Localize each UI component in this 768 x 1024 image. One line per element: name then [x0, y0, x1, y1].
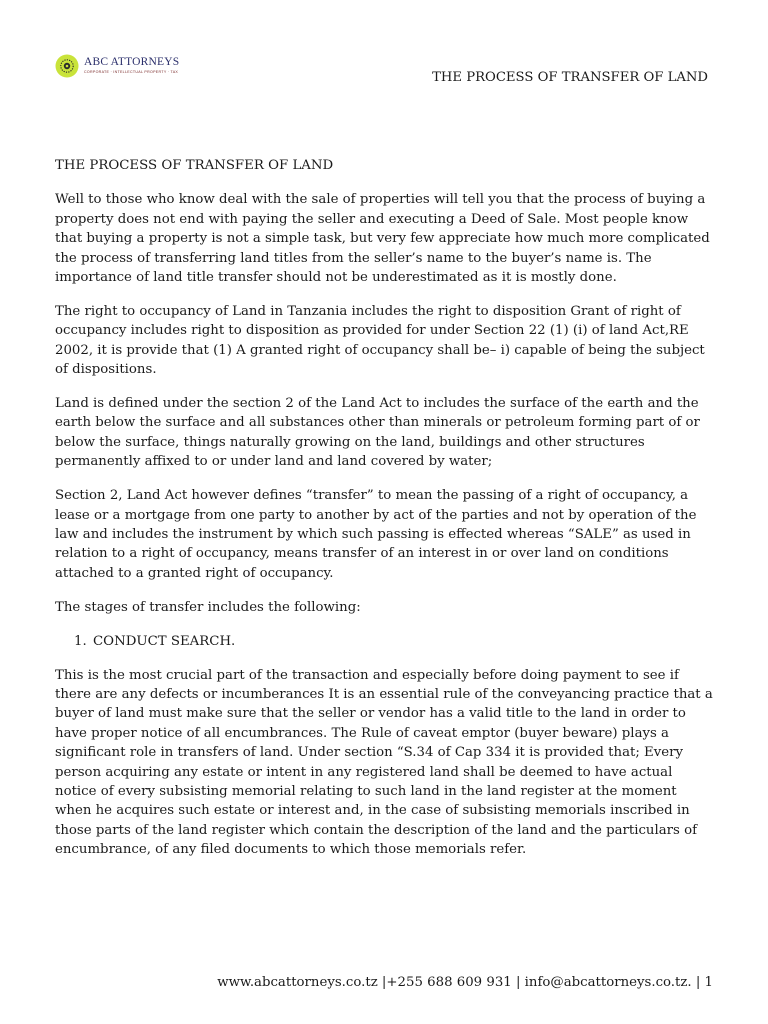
logo-tagline: CORPORATE · INTELLECTUAL PROPERTY · TAX: [84, 69, 179, 74]
list-item: [55, 632, 715, 651]
paragraph: Section 2, Land Act however defines “transfer” to mean the passing of a right of occupancy, a lease or a mortgage from one party to another by act of the parties and not by operation of the law and includes the instrument by which such passing is effected whereas “SALE” as used in relation to a right of occupancy, means transfer of an interest in or over land on conditions attached to a granted right of occupancy.: [55, 488, 697, 581]
paragraph: Well to those who know deal with the sale of properties will tell you that the process of buying a property does not end with paying the seller and executing a Deed of Sale. Most people know that buying a property is not a simple task, but very few appreciate how much more complicated the process of transferring land titles from the seller’s name to the buyer’s name is. The importance of land title transfer should not be underestimated as it is mostly done.: [55, 192, 710, 286]
running-header-title: THE PROCESS OF TRANSFER OF LAND: [432, 70, 708, 85]
stages-list: [55, 632, 715, 651]
paragraph: This is the most crucial part of the transaction and especially before doing payment to see if there are any defects or incumberances It is an essential rule of the conveyancing practice that a buyer of land must make sure that the seller or vendor has a valid title to the land in order to have proper notice of all encumbrances. The Rule of caveat emptor (buyer beware) plays a significant role in transfers of land. Under section “S.34 of Cap 334 it is provided that; Every person acquiring any estate or intent in any registered land shall be deemed to have actual notice of every subsisting memorial relating to such land in the land register at the moment when he acquires such estate or interest and, in the case of subsisting memorials inscribed in those parts of the land register which contain the description of the land and the particulars of encumbrance, of any filed documents to which those memorials refer.: [55, 667, 713, 858]
page-footer: www.abcattorneys.co.tz |+255 688 609 931 | info@abcattorneys.co.tz. | 1: [217, 975, 713, 990]
logo-name: ABC ATTORNEYS: [84, 56, 180, 69]
paragraph: Land is defined under the section 2 of the Land Act to includes the surface of the earth and the earth below the surface and all substances other than minerals or petroleum forming part of or below the surface, things naturally growing on the land, buildings and other structures permanently affixed to or under land and land covered by water;: [55, 396, 700, 470]
document-body: [55, 156, 715, 874]
paragraph: The right to occupancy of Land in Tanzania includes the right to disposition Grant of right of occupancy includes right to disposition as provided for under Section 22 (1) (i) of land Act,RE 2002, it is provide that (1) A granted right of occupancy shall be– i) capable of being the subject of dispositions.: [55, 303, 705, 378]
sunburst-logo-icon: [55, 54, 79, 78]
list-item-number: 1.: [74, 633, 87, 649]
company-logo: [55, 52, 179, 80]
document-title: THE PROCESS OF TRANSFER OF LAND: [55, 158, 334, 173]
list-item-label: CONDUCT SEARCH.: [93, 633, 236, 649]
paragraph: The stages of transfer includes the following:: [55, 599, 361, 615]
